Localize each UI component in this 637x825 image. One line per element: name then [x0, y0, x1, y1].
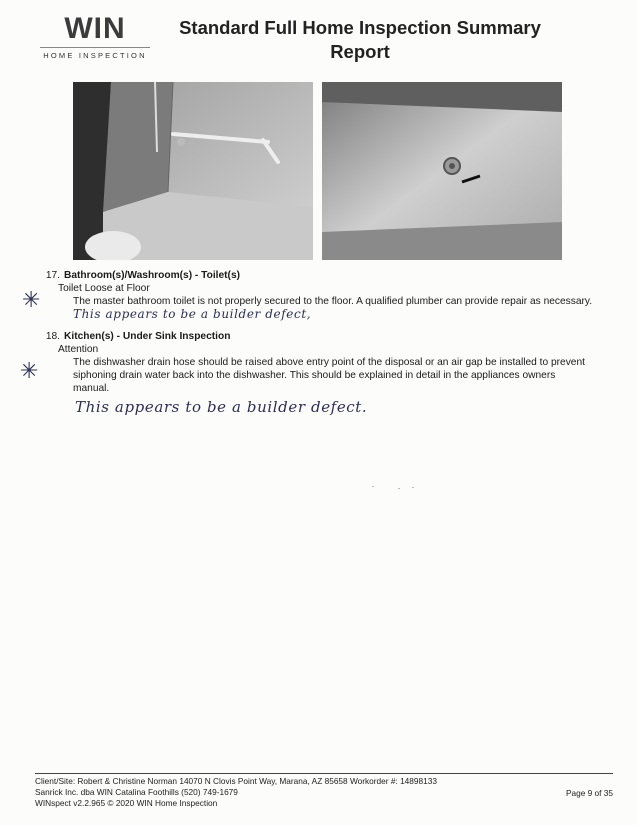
finding-number: 17.: [45, 270, 60, 281]
finding-description: [40, 295, 593, 322]
page-number: Page 9 of 35: [565, 788, 613, 798]
footer-software: WINspect v2.2.965 © 2020 WIN Home Inspection: [35, 798, 218, 808]
finding-title: Bathroom(s)/Washroom(s) - Toilet(s): [64, 270, 241, 281]
finding-body-text: The master bathroom toilet is not properly secured to the floor. A qualified plumber can provide repair as necessary.: [73, 296, 593, 307]
footer-client-site: Client/Site: Robert & Christine Norman 14070 N Clovis Point Way, Marana, AZ 85658 Workorder #: 14898133: [35, 776, 437, 786]
photo-shower-grab-bar: [73, 82, 313, 260]
finding-description: [40, 356, 593, 395]
logo-wordmark: WIN: [64, 12, 126, 45]
page-footer: [35, 773, 613, 809]
finding-18: [40, 330, 600, 395]
logo-subtitle: HOME INSPECTION: [40, 47, 150, 60]
finding-subtitle: Toilet Loose at Floor: [58, 283, 150, 294]
footer-company: Sanrick Inc. dba WIN Catalina Foothills (520) 749-1679: [35, 787, 238, 797]
handwritten-asterisk-icon: ✳: [22, 288, 41, 313]
photo-shower-drain: [322, 82, 562, 260]
handwritten-asterisk-icon: ✳: [20, 359, 39, 384]
finding-title: Kitchen(s) - Under Sink Inspection: [64, 331, 231, 342]
handwritten-note: This appears to be a builder defect,: [73, 307, 312, 321]
finding-body-text: The dishwasher drain hose should be raised above entry point of the disposal or an air gap be installed to prevent siphoning drain water back into the dishwasher. This should be explained in detail in the appliances owners manual.: [73, 357, 585, 394]
handwritten-note: This appears to be a builder defect.: [75, 398, 368, 416]
finding-number: 18.: [45, 331, 60, 342]
finding-subtitle: Attention: [58, 344, 99, 355]
company-logo: [40, 14, 150, 60]
page-title: Standard Full Home Inspection Summary Report: [179, 17, 541, 62]
finding-17: [40, 269, 600, 322]
